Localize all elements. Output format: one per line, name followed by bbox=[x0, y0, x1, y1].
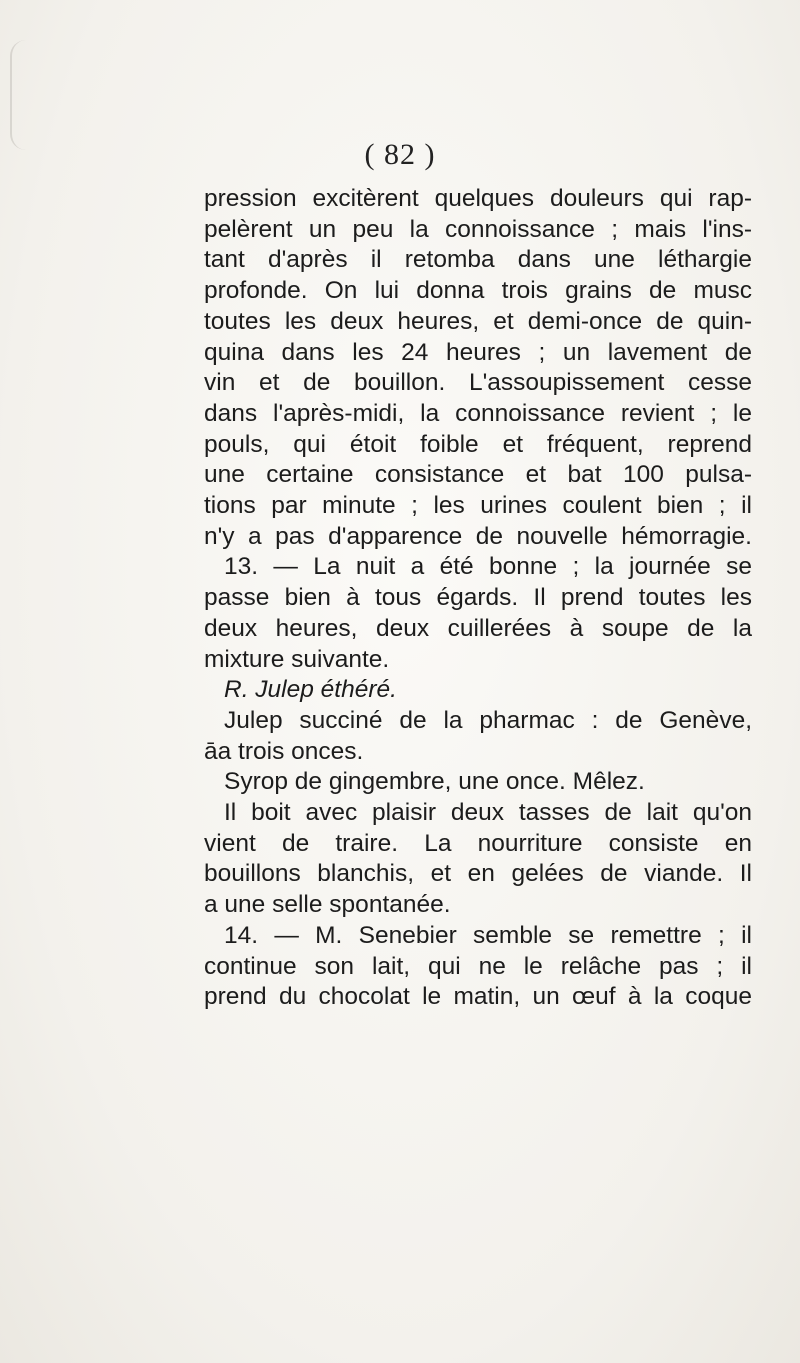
text-line: continue son lait, qui ne le relâche pas ; il bbox=[204, 952, 752, 980]
text-line: tions par minute ; les urines coulent bien ; il bbox=[204, 492, 752, 520]
text-line: une certaine consistance et bat 100 pulsa- bbox=[204, 461, 752, 489]
text-line: āa trois onces. bbox=[204, 737, 364, 765]
text-line: mixture suivante. bbox=[204, 645, 390, 673]
text-line: R. Julep éthéré. bbox=[224, 676, 397, 704]
text-line: pouls, qui étoit foible et fréquent, reprend bbox=[204, 430, 752, 458]
text-line: vin et de bouillon. L'assoupissement cesse bbox=[204, 369, 752, 397]
text-line: 14. — M. Senebier semble se remettre ; il bbox=[224, 921, 752, 949]
text-line: n'y a pas d'apparence de nouvelle hémorragie. bbox=[204, 522, 752, 550]
text-line: Julep succiné de la pharmac : de Genève, bbox=[224, 706, 752, 734]
text-line: pelèrent un peu la connoissance ; mais l'ins- bbox=[204, 215, 752, 243]
text-line: vient de traire. La nourriture consiste en bbox=[204, 829, 752, 857]
page-number: ( 82 ) bbox=[364, 138, 436, 171]
body-text bbox=[204, 184, 752, 1013]
text-line: Il boit avec plaisir deux tasses de lait qu'on bbox=[224, 799, 752, 827]
text-line: tant d'après il retomba dans une léthargie bbox=[204, 246, 752, 274]
text-line: 13. — La nuit a été bonne ; la journée se bbox=[224, 553, 752, 581]
text-line: passe bien à tous égards. Il prend toutes les bbox=[204, 584, 752, 612]
text-line: toutes les deux heures, et demi-once de quin- bbox=[204, 307, 752, 335]
text-line: quina dans les 24 heures ; un lavement de bbox=[204, 338, 752, 366]
text-line: pression excitèrent quelques douleurs qui rap- bbox=[204, 185, 752, 212]
text-line: bouillons blanchis, et en gelées de viande. Il bbox=[204, 860, 752, 888]
text-line: prend du chocolat le matin, un œuf à la coque bbox=[204, 983, 752, 1011]
text-line: Syrop de gingembre, une once. Mêlez. bbox=[224, 768, 645, 796]
text-line: a une selle spontanée. bbox=[204, 891, 451, 919]
page-edge-mark bbox=[10, 40, 26, 150]
text-line: deux heures, deux cuillerées à soupe de la bbox=[204, 614, 752, 642]
text-line: dans l'après-midi, la connoissance revient ; le bbox=[204, 399, 752, 427]
text-line: profonde. On lui donna trois grains de musc bbox=[204, 277, 752, 305]
